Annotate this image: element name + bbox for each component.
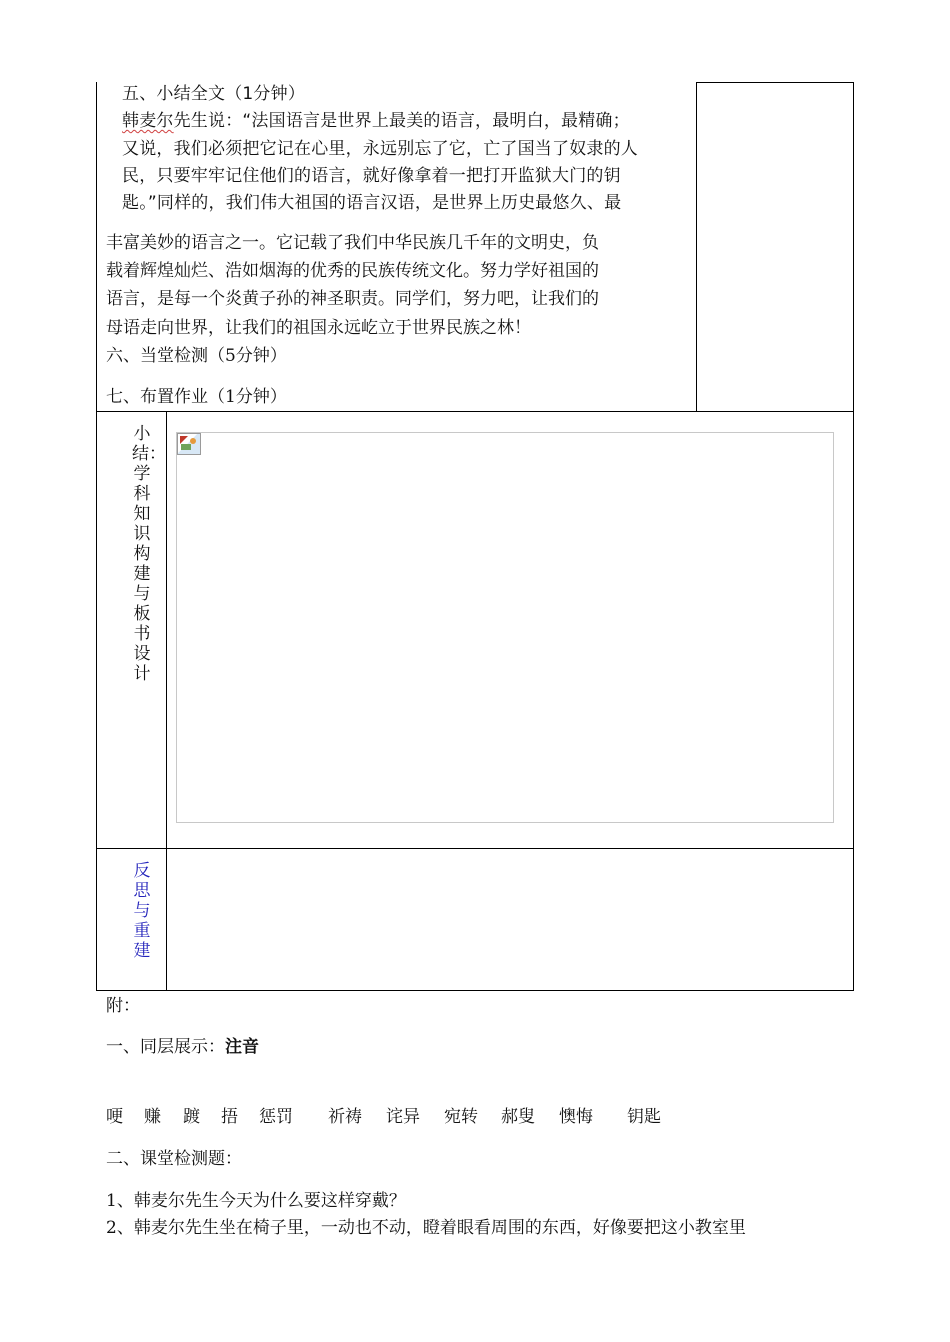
broken-image-icon <box>177 433 201 455</box>
table-divider-content-notes <box>696 82 697 412</box>
table-border-bottom <box>96 990 854 991</box>
pinyin-word: 祈祷 <box>328 1107 362 1127</box>
quote-line-1 <box>122 111 630 131</box>
table-border-right-bottom <box>853 411 854 991</box>
pinyin-word: 踱 <box>183 1107 200 1127</box>
table-label-column-divider <box>166 411 167 991</box>
appendix-part1 <box>106 1037 259 1057</box>
board-design-image <box>176 432 834 823</box>
table-border-left-bottom <box>96 411 97 991</box>
table-row-divider-1 <box>96 411 854 412</box>
body-line-1: 丰富美妙的语言之一。它记载了我们中华民族几千年的文明史，负 <box>106 233 599 253</box>
appendix-part1-bold: 注音 <box>225 1037 259 1057</box>
quote-first-word: 韩麦尔 <box>122 111 174 131</box>
table-border-right-top <box>853 82 854 412</box>
pinyin-word: 惩罚 <box>259 1107 293 1127</box>
table-border-top-right-cell <box>696 82 854 83</box>
quote-line-4: 匙。”同样的，我们伟大祖国的语言汉语，是世界上历史最悠久、最 <box>122 193 622 213</box>
pinyin-word: 懊悔 <box>559 1107 593 1127</box>
table-row-divider-2 <box>96 848 854 849</box>
appendix-part2-heading: 二、课堂检测题： <box>106 1149 242 1169</box>
pinyin-word: 诧异 <box>386 1107 420 1127</box>
body-line-3: 语言，是每一个炎黄子孙的神圣职责。同学们，努力吧，让我们的 <box>106 289 599 309</box>
section5-heading: 五、小结全文（1分钟） <box>122 84 306 104</box>
appendix-part1-prefix: 一、同层展示： <box>106 1037 225 1057</box>
quote-line-1-rest: 先生说：“法国语言是世界上最美的语言，最明白，最精确； <box>173 111 630 131</box>
body-line-4: 母语走向世界，让我们的祖国永远屹立于世界民族之林！ <box>106 318 531 338</box>
body-line-2: 载着辉煌灿烂、浩如烟海的优秀的民族传统文化。努力学好祖国的 <box>106 261 599 281</box>
pinyin-word: 郝叟 <box>501 1107 535 1127</box>
section7-heading: 七、布置作业（1分钟） <box>106 387 287 407</box>
pinyin-word: 宛转 <box>444 1107 478 1127</box>
question-2: 2、韩麦尔先生坐在椅子里，一动也不动，瞪着眼看周围的东西，好像要把这小教室里 <box>106 1218 746 1238</box>
pinyin-word: 哽 <box>106 1107 123 1127</box>
quote-line-3: 民，只要牢牢记住他们的语言，就好像拿着一把打开监狱大门的钥 <box>122 166 621 186</box>
appendix-label: 附： <box>106 996 140 1016</box>
question-1: 1、韩麦尔先生今天为什么要这样穿戴？ <box>106 1191 406 1211</box>
section6-heading: 六、当堂检测（5分钟） <box>106 346 287 366</box>
summary-label: 小结：学科知识构建与板书设计 <box>132 424 166 684</box>
table-border-left-top <box>96 82 97 412</box>
reflection-label: 反思与重建 <box>133 861 151 961</box>
pinyin-word: 钥匙 <box>627 1107 661 1127</box>
quote-line-2: 又说，我们必须把它记在心里，永远别忘了它，亡了国当了奴隶的人 <box>122 139 638 159</box>
pinyin-word: 赚 <box>144 1107 161 1127</box>
pinyin-word: 捂 <box>221 1107 238 1127</box>
